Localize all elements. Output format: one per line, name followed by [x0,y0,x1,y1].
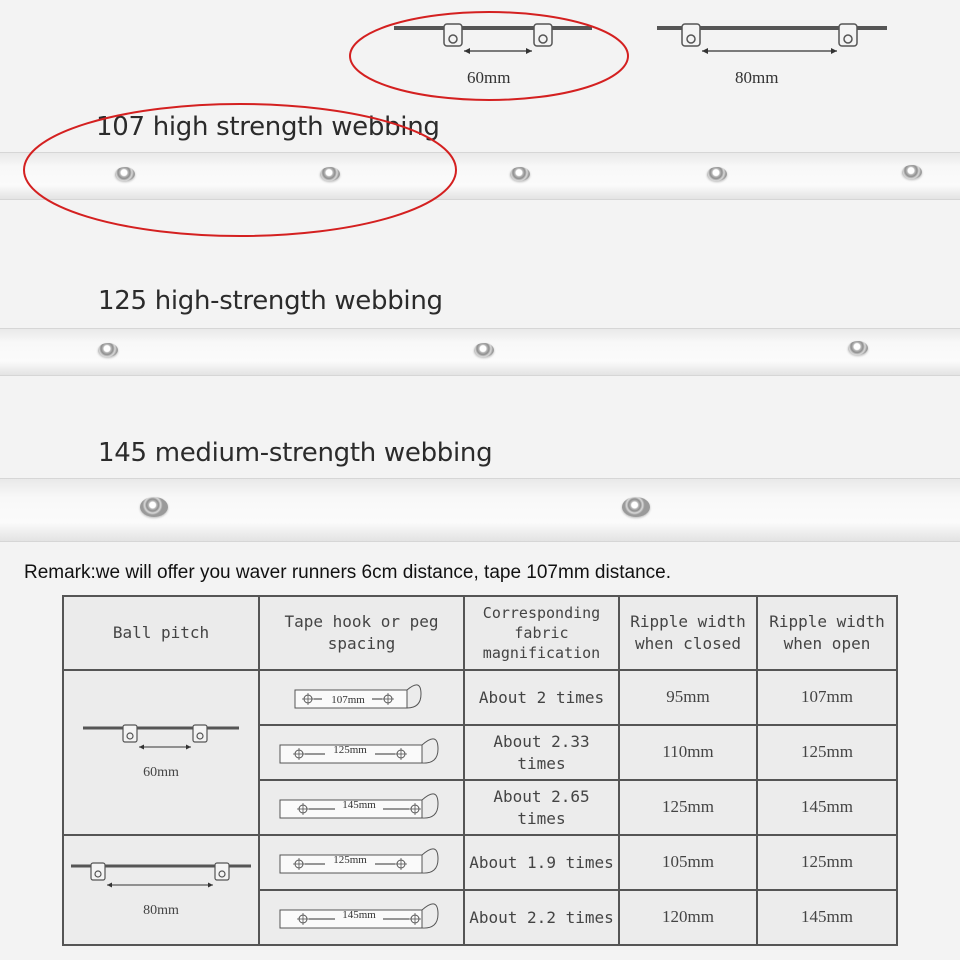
tape-cell [259,835,464,890]
tape-cell [259,780,464,835]
table-row [63,670,897,725]
magnification-cell: About 2.65 times [464,780,619,835]
tape-spacing-label: 145mm [341,798,376,811]
webbing-label-145: 145 medium-strength webbing [98,438,493,468]
remark-text: Remark:we will offer you waver runners 6cm distance, tape 107mm distance. [24,562,671,583]
snap-button-icon [474,343,494,357]
tape-spacing-label: 107mm [330,693,365,706]
header-closed-width: Ripple width when closed [619,596,757,670]
snap-button-icon [140,497,168,517]
tape-cell [259,725,464,780]
track-diagram-60mm [81,722,241,762]
header-open-width: Ripple width when open [757,596,897,670]
tape-diagram [277,733,447,773]
tape-spacing-label: 145mm [341,908,376,921]
closed-width-cell: 120mm [619,890,757,945]
ball-pitch-label: 60mm [143,765,179,781]
tape-diagram [277,843,447,883]
track-label-80mm: 80mm [735,68,779,87]
header-ball-pitch: Ball pitch [63,596,259,670]
magnification-cell: About 2 times [464,670,619,725]
magnification-cell: About 2.33 times [464,725,619,780]
open-width-cell: 145mm [757,890,897,945]
tape-diagram [292,680,432,716]
tape-diagram [277,898,447,938]
ball-pitch-cell-80mm [63,835,259,945]
webbing-strip-145 [0,478,960,542]
closed-width-cell: 95mm [619,670,757,725]
table-row [63,835,897,890]
magnification-cell: About 2.2 times [464,890,619,945]
ball-pitch-cell-60mm [63,670,259,835]
tape-cell [259,670,464,725]
table-header-row [63,596,897,670]
tape-cell [259,890,464,945]
webbing-label-107: 107 high strength webbing [96,112,440,142]
closed-width-cell: 105mm [619,835,757,890]
tape-spacing-label: 125mm [332,853,367,866]
webbing-label-125: 125 high-strength webbing [98,286,443,316]
header-tape-spacing: Tape hook or peg spacing [259,596,464,670]
closed-width-cell: 110mm [619,725,757,780]
magnification-cell: About 1.9 times [464,835,619,890]
ball-pitch-label: 80mm [143,902,179,918]
open-width-cell: 107mm [757,670,897,725]
header-magnification: Corresponding fabric magnification [464,596,619,670]
webbing-strip-125 [0,328,960,376]
track-diagram-80mm [69,860,253,900]
snap-button-icon [848,341,868,355]
open-width-cell: 125mm [757,725,897,780]
tape-spacing-label: 125mm [332,743,367,756]
highlight-ellipses [0,0,960,260]
tape-diagram [277,788,447,828]
closed-width-cell: 125mm [619,780,757,835]
snap-button-icon [98,343,118,357]
snap-button-icon [622,497,650,517]
spec-table [62,595,898,946]
open-width-cell: 125mm [757,835,897,890]
open-width-cell: 145mm [757,780,897,835]
track-label-60mm: 60mm [467,68,511,87]
